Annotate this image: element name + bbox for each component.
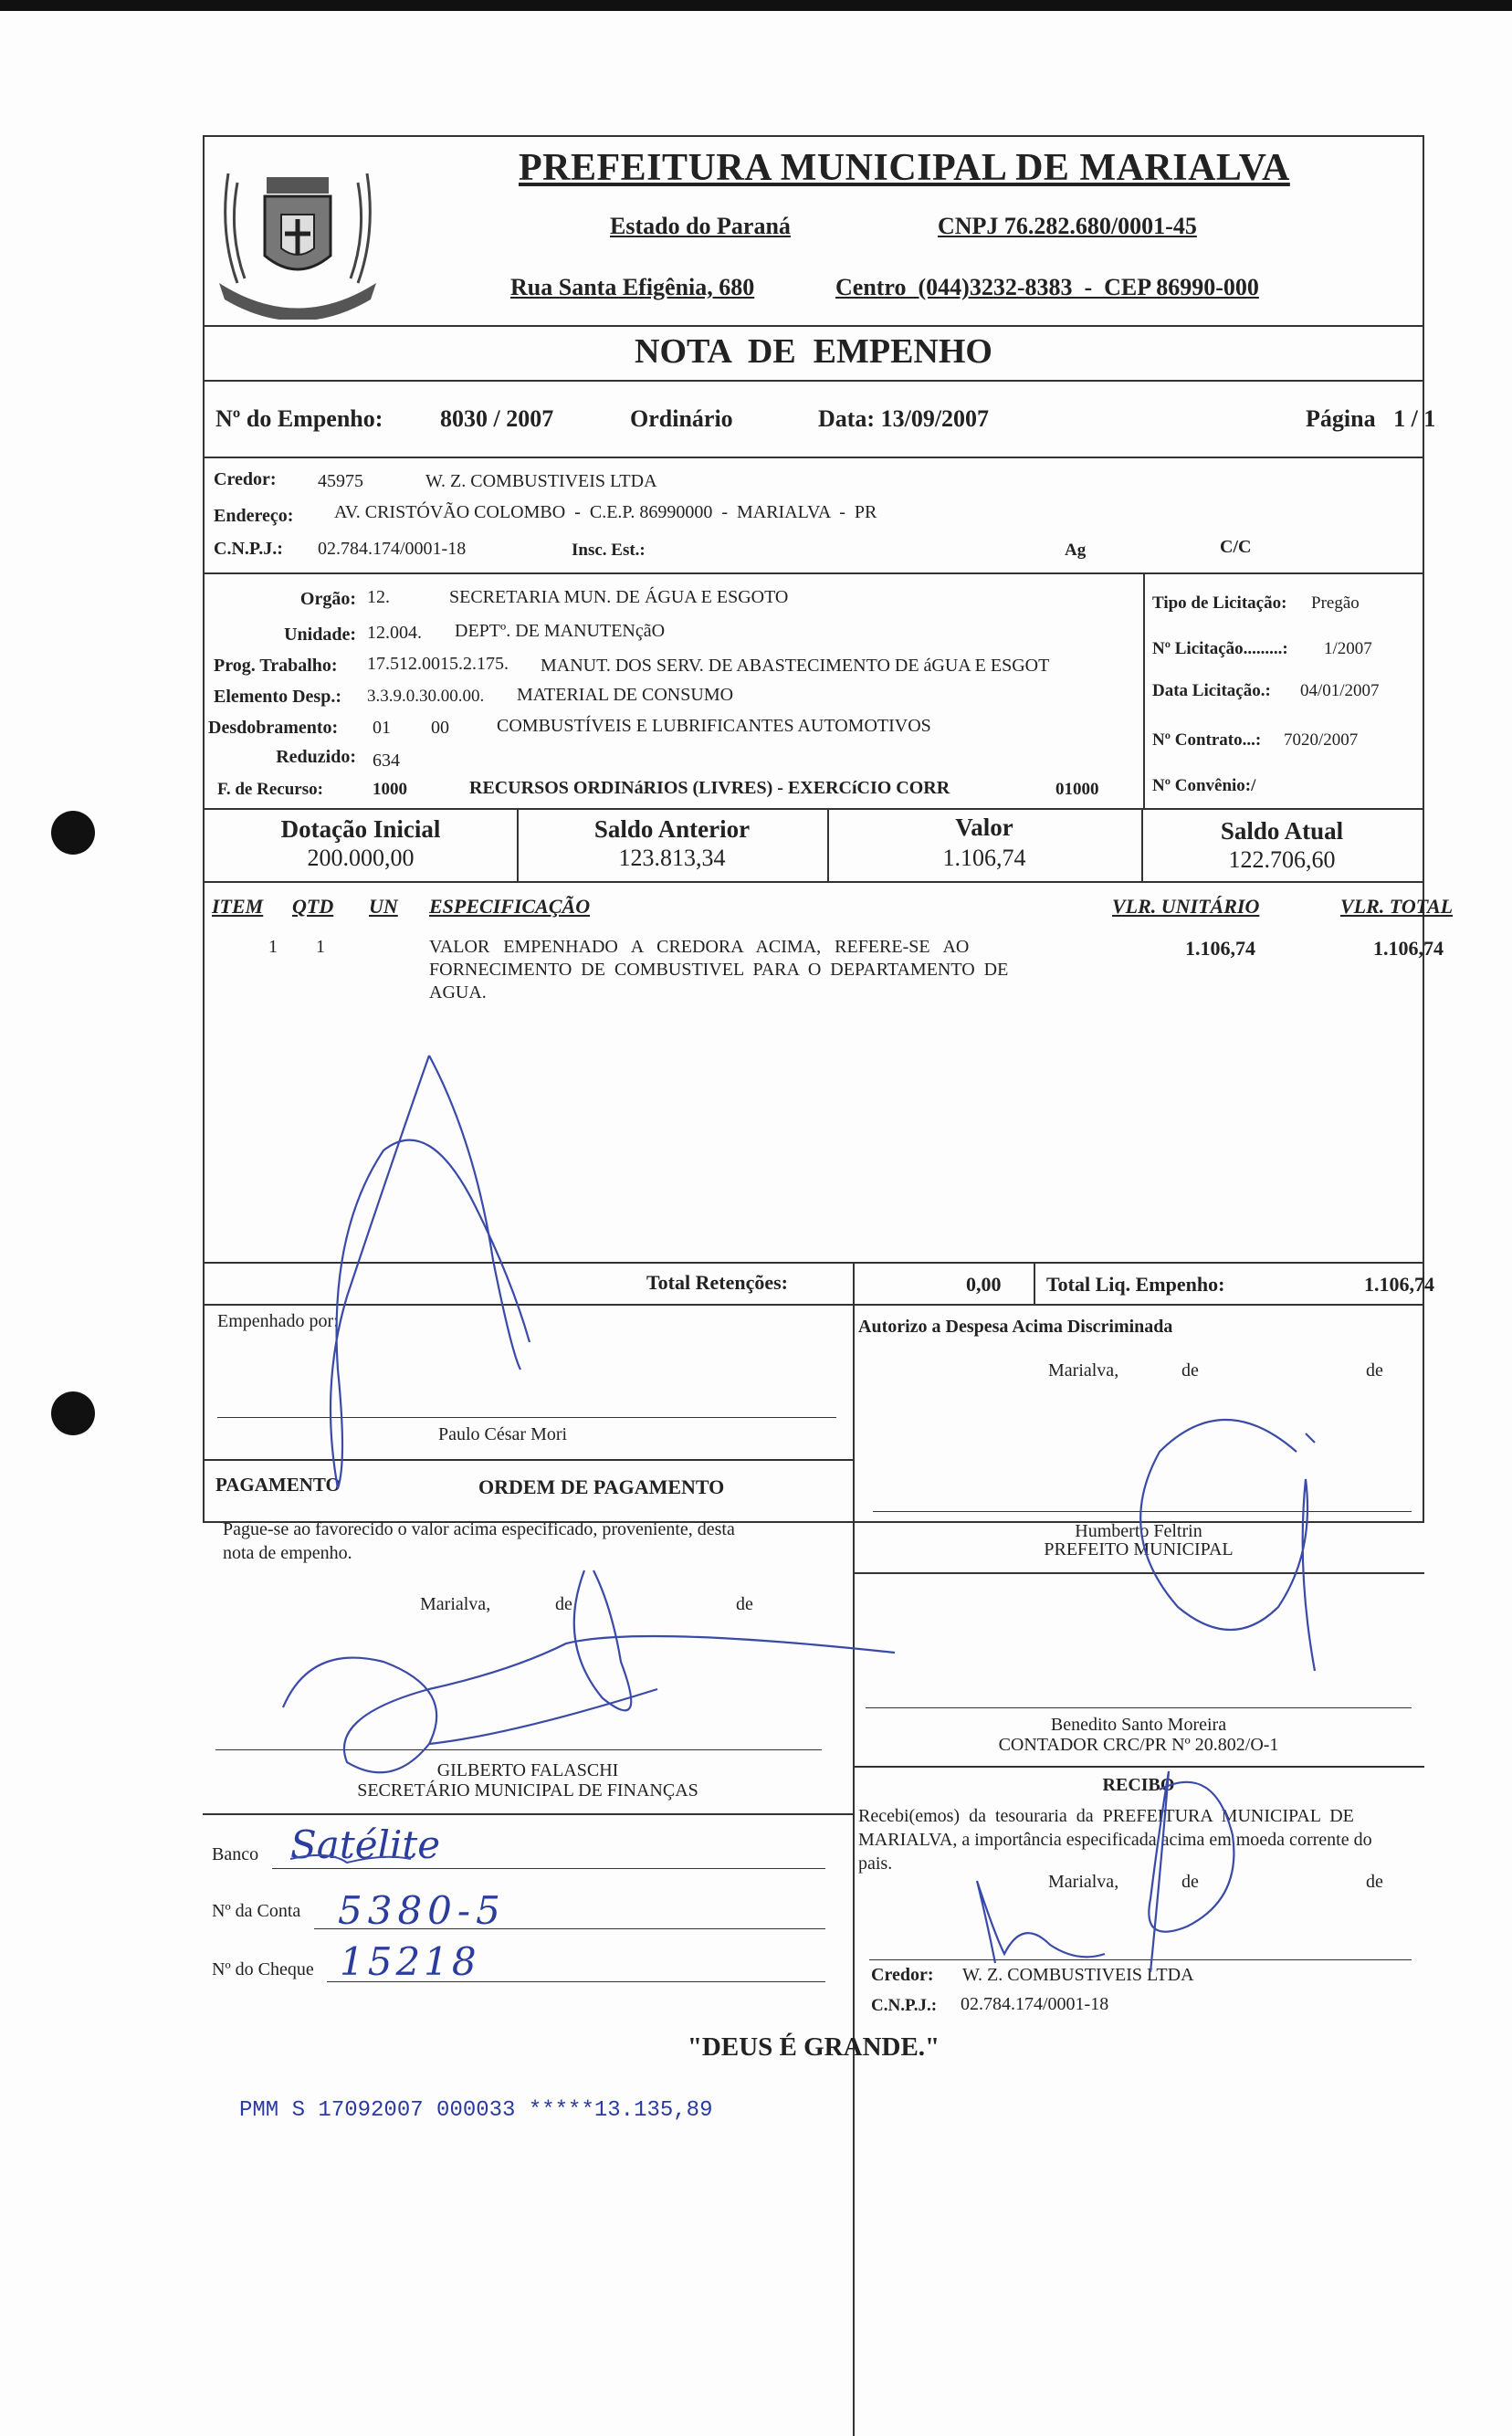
total-liq-label: Total Liq. Empenho: bbox=[1046, 1273, 1225, 1296]
secretario-signature bbox=[283, 1570, 895, 1772]
insc-est-label: Insc. Est.: bbox=[572, 541, 646, 560]
item-spec-line: VALOR EMPENHADO A CREDORA ACIMA, REFERE-SE AO bbox=[429, 937, 970, 957]
tipo-licitacao-value: Pregão bbox=[1311, 593, 1360, 613]
prefeito-title: PREFEITO MUNICIPAL bbox=[1044, 1539, 1234, 1559]
footer-motto: "DEUS É GRANDE." bbox=[687, 2032, 940, 2062]
col-header-vlr-unitario: VLR. UNITÁRIO bbox=[1112, 895, 1260, 918]
cheque-label: Nº do Cheque bbox=[212, 1959, 314, 1979]
recurso-label: F. de Recurso: bbox=[217, 780, 323, 799]
total-retencoes-value: 0,00 bbox=[966, 1273, 1002, 1296]
ordem-pagamento-title: ORDEM DE PAGAMENTO bbox=[478, 1475, 725, 1498]
desdobramento-name: COMBUSTÍVEIS E LUBRIFICANTES AUTOMOTIVOS bbox=[497, 716, 931, 736]
recibo-place: Marialva, bbox=[1048, 1872, 1119, 1892]
credor-label: Credor: bbox=[214, 469, 277, 489]
cc-label: C/C bbox=[1220, 537, 1252, 557]
recibo-signature bbox=[977, 1771, 1234, 1972]
valor-label: Valor bbox=[955, 814, 1013, 841]
convenio-label: Nº Convênio:/ bbox=[1152, 776, 1256, 795]
contador-name: Benedito Santo Moreira bbox=[1050, 1715, 1227, 1735]
recurso-name: RECURSOS ORDINáRIOS (LIVRES) - EXERCíCIO CORR bbox=[469, 778, 950, 798]
empenhado-label: Empenhado por: bbox=[217, 1311, 339, 1331]
contrato-label: Nº Contrato...: bbox=[1152, 730, 1262, 750]
desdobramento-code-1: 01 bbox=[373, 718, 391, 738]
municipality-title: PREFEITURA MUNICIPAL DE MARIALVA bbox=[519, 147, 1290, 189]
contador-title: CONTADOR CRC/PR Nº 20.802/O-1 bbox=[998, 1735, 1279, 1755]
empenho-number: 8030 / 2007 bbox=[440, 405, 554, 432]
total-liq-value: 1.106,74 bbox=[1364, 1273, 1434, 1296]
recurso-code: 1000 bbox=[373, 780, 407, 799]
saldo-atual-value: 122.706,60 bbox=[1228, 846, 1336, 873]
dotacao-label: Dotação Inicial bbox=[280, 815, 441, 843]
state-label: Estado do Paraná bbox=[610, 213, 791, 239]
recibo-title: RECIBO bbox=[1102, 1775, 1175, 1795]
elemento-label: Elemento Desp.: bbox=[214, 687, 341, 707]
empenho-label: Nº do Empenho: bbox=[215, 405, 383, 432]
empenhado-name: Paulo César Mori bbox=[438, 1424, 568, 1444]
pagamento-text-line: Pague-se ao favorecido o valor acima especificado, proveniente, desta bbox=[223, 1519, 735, 1539]
recibo-text-line: MARIALVA, a importância especificada acima em moeda corrente do bbox=[858, 1830, 1372, 1850]
item-number: 1 bbox=[268, 937, 278, 957]
pagamento-de-1: de bbox=[555, 1594, 572, 1614]
autorizo-de-1: de bbox=[1181, 1360, 1199, 1381]
desdobramento-label: Desdobramento: bbox=[208, 718, 339, 738]
contrato-value: 7020/2007 bbox=[1284, 730, 1359, 750]
address-field-label: Endereço: bbox=[214, 506, 294, 526]
prog-code: 17.512.0015.2.175. bbox=[367, 654, 509, 674]
pagamento-text-line: nota de empenho. bbox=[223, 1543, 352, 1563]
desdobramento-code-2: 00 bbox=[431, 718, 449, 738]
pagamento-de-2: de bbox=[736, 1594, 753, 1614]
district-phone-label: Centro (044)3232-8383 - CEP 86990-000 bbox=[835, 274, 1259, 300]
reduzido-value: 634 bbox=[373, 751, 400, 771]
unidade-code: 12.004. bbox=[367, 623, 422, 643]
data-licitacao-label: Data Licitação.: bbox=[1152, 681, 1271, 700]
unidade-name: DEPTº. DE MANUTENçãO bbox=[455, 621, 666, 641]
elemento-name: MATERIAL DE CONSUMO bbox=[517, 685, 734, 705]
col-header-especificacao: ESPECIFICAÇÃO bbox=[429, 895, 591, 918]
document-title: NOTA DE EMPENHO bbox=[635, 332, 992, 371]
banco-scribble bbox=[290, 1855, 411, 1863]
saldo-atual-label: Saldo Atual bbox=[1220, 817, 1344, 845]
item-spec-line: FORNECIMENTO DE COMBUSTIVEL PARA O DEPARTAMENTO DE bbox=[429, 960, 1009, 980]
pagamento-place: Marialva, bbox=[420, 1594, 491, 1614]
prog-name: MANUT. DOS SERV. DE ABASTECIMENTO DE áGUA E ESGOT bbox=[541, 656, 1050, 676]
item-total-value: 1.106,74 bbox=[1373, 937, 1444, 960]
orgao-code: 12. bbox=[367, 587, 390, 607]
page-number: Página 1 / 1 bbox=[1306, 405, 1436, 432]
orgao-label: Orgão: bbox=[299, 589, 356, 609]
item-unit-value: 1.106,74 bbox=[1185, 937, 1255, 960]
item-spec-line: AGUA. bbox=[429, 982, 487, 1003]
bank-stamp: PMM S 17092007 000033 *****13.135,89 bbox=[239, 2098, 713, 2123]
empenho-type: Ordinário bbox=[630, 405, 733, 432]
reduzido-label: Reduzido: bbox=[276, 747, 356, 767]
saldo-anterior-label: Saldo Anterior bbox=[593, 815, 751, 843]
prefeito-name: Humberto Feltrin bbox=[1075, 1521, 1202, 1541]
recurso-number: 01000 bbox=[1055, 780, 1099, 799]
dotacao-value: 200.000,00 bbox=[307, 845, 415, 871]
tipo-licitacao-label: Tipo de Licitação: bbox=[1152, 593, 1287, 613]
secretario-name: GILBERTO FALASCHI bbox=[436, 1760, 619, 1780]
recibo-de-1: de bbox=[1181, 1872, 1199, 1892]
prefeito-signature bbox=[1140, 1420, 1315, 1671]
ag-label: Ag bbox=[1065, 541, 1087, 560]
recibo-text-line: Recebi(emos) da tesouraria da PREFEITURA MUNICIPAL DE bbox=[858, 1806, 1354, 1826]
autorizo-de-2: de bbox=[1366, 1360, 1383, 1381]
elemento-code: 3.3.9.0.30.00.00. bbox=[367, 687, 485, 706]
col-header-item: ITEM bbox=[212, 895, 264, 918]
empenho-date: Data: 13/09/2007 bbox=[818, 405, 990, 432]
col-header-qtd: QTD bbox=[292, 895, 334, 918]
recibo-de-2: de bbox=[1366, 1872, 1383, 1892]
recibo-credor-label: Credor: bbox=[871, 1965, 934, 1985]
autorizo-label: Autorizo a Despesa Acima Discriminada bbox=[858, 1317, 1173, 1337]
unidade-label: Unidade: bbox=[284, 625, 356, 645]
secretario-title: SECRETÁRIO MUNICIPAL DE FINANÇAS bbox=[357, 1780, 698, 1801]
banco-label: Banco bbox=[212, 1844, 259, 1864]
conta-label: Nº da Conta bbox=[212, 1901, 301, 1921]
num-licitacao-label: Nº Licitação.........: bbox=[1152, 639, 1288, 658]
banco-handwritten-value: Satélite bbox=[290, 1822, 441, 1867]
cnpj-label: CNPJ 76.282.680/0001-45 bbox=[938, 213, 1197, 239]
autorizo-place: Marialva, bbox=[1048, 1360, 1119, 1381]
credor-cnpj-label: C.N.P.J.: bbox=[214, 539, 283, 559]
credor-address: AV. CRISTÓVÃO COLOMBO - C.E.P. 86990000 - MARIALVA - PR bbox=[334, 502, 877, 522]
data-licitacao-value: 04/01/2007 bbox=[1300, 681, 1380, 700]
valor-value: 1.106,74 bbox=[942, 845, 1026, 871]
empenhado-signature bbox=[331, 1055, 530, 1488]
credor-cnpj: 02.784.174/0001-18 bbox=[318, 539, 467, 559]
total-retencoes-label: Total Retenções: bbox=[646, 1271, 788, 1294]
recibo-credor-name: W. Z. COMBUSTIVEIS LTDA bbox=[962, 1965, 1194, 1985]
col-header-un: UN bbox=[369, 895, 398, 918]
pagamento-label: PAGAMENTO bbox=[215, 1474, 341, 1496]
item-qtd: 1 bbox=[316, 937, 325, 957]
address-label: Rua Santa Efigênia, 680 bbox=[510, 274, 755, 300]
num-licitacao-value: 1/2007 bbox=[1324, 639, 1372, 658]
col-header-vlr-total: VLR. TOTAL bbox=[1340, 895, 1454, 918]
prog-label: Prog. Trabalho: bbox=[214, 656, 338, 676]
credor-code: 45975 bbox=[318, 471, 363, 491]
cheque-handwritten-value: 15218 bbox=[340, 1939, 480, 1984]
credor-name: W. Z. COMBUSTIVEIS LTDA bbox=[425, 471, 657, 491]
conta-handwritten-value: 5380-5 bbox=[338, 1888, 506, 1933]
recibo-text-line: pais. bbox=[858, 1853, 893, 1874]
orgao-name: SECRETARIA MUN. DE ÁGUA E ESGOTO bbox=[449, 587, 789, 607]
recibo-cnpj-label: C.N.P.J.: bbox=[871, 1996, 938, 2015]
saldo-anterior-value: 123.813,34 bbox=[618, 845, 726, 871]
recibo-cnpj-value: 02.784.174/0001-18 bbox=[961, 1994, 1109, 2014]
